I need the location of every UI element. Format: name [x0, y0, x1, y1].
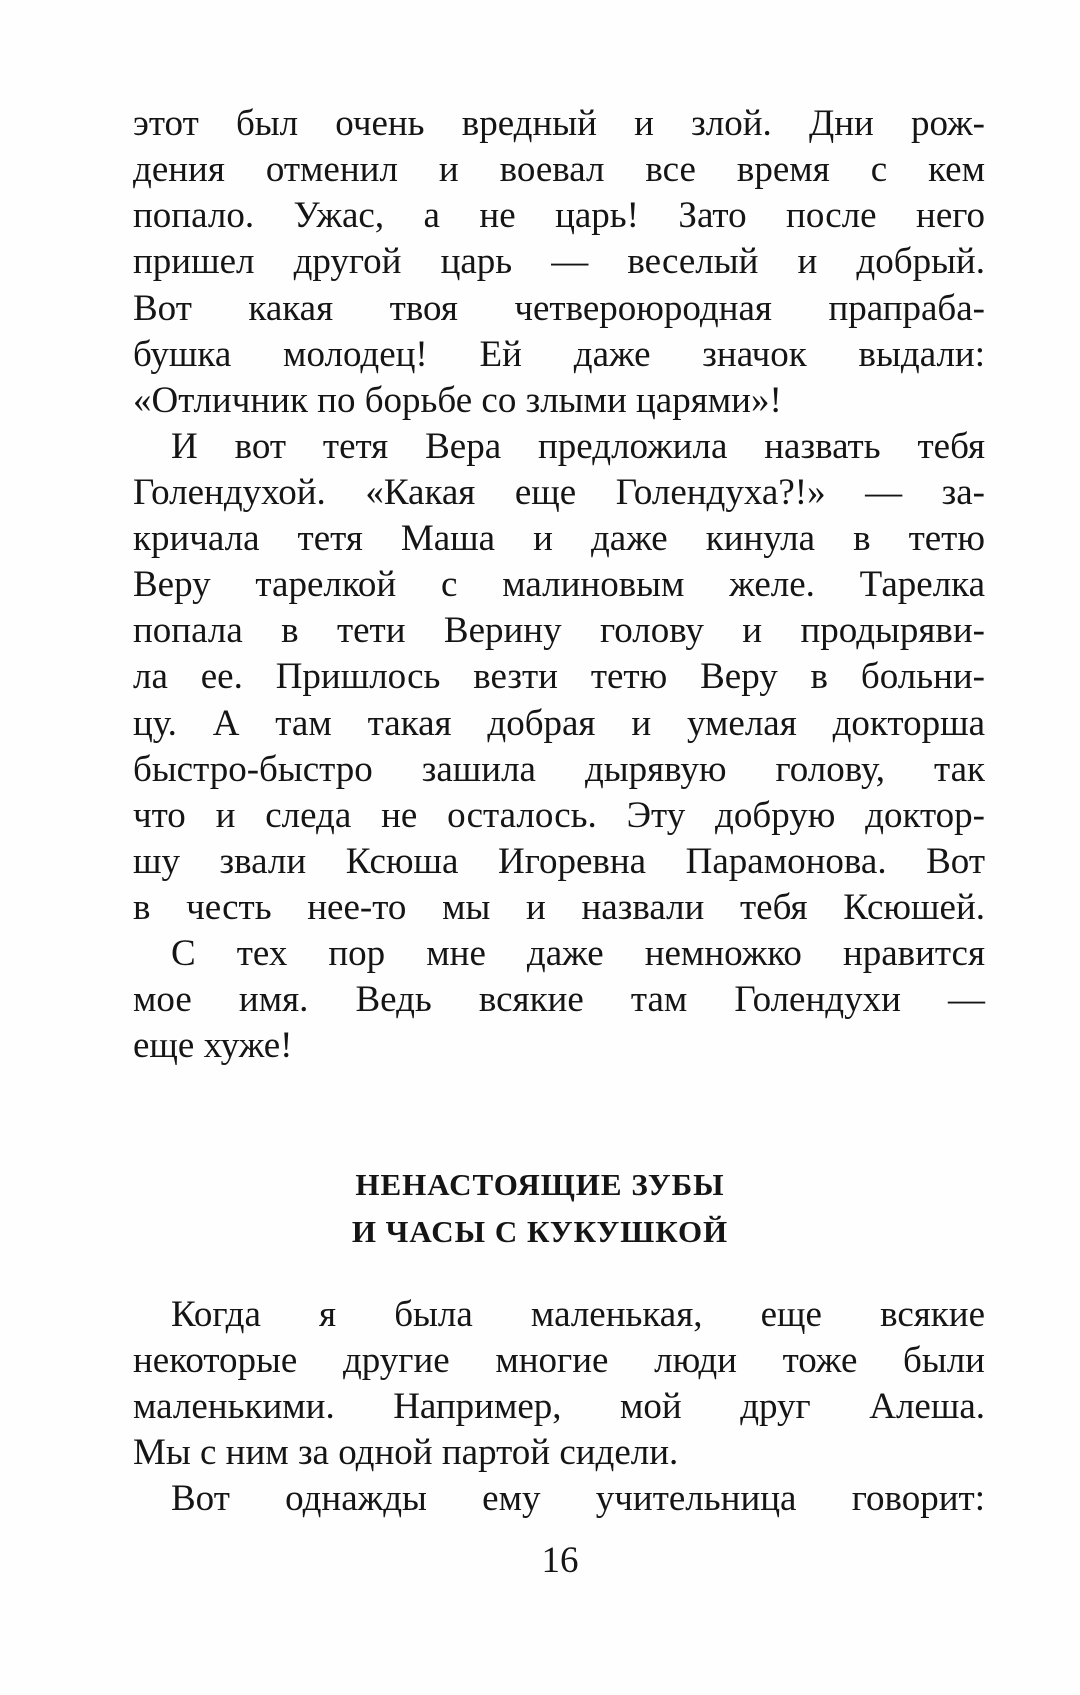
text-line: дения отменил и воевал все время с кем: [133, 149, 985, 190]
chapter-title-line-1: НЕНАСТОЯЩИЕ ЗУБЫ: [355, 1167, 725, 1202]
text-line: С тех пор мне даже немножко нравится: [171, 933, 985, 974]
text-line: Вот какая твоя четвероюродная прапраба-: [133, 288, 985, 329]
text-line: маленькими. Например, мой друг Алеша.: [133, 1386, 985, 1427]
text-line: Когда я была маленькая, еще всякие: [171, 1294, 985, 1335]
text-line: бушка молодец! Ей даже значок выдали:: [133, 334, 985, 375]
text-line: шу звали Ксюша Игоревна Парамонова. Вот: [133, 841, 985, 882]
text-line: цу. А там такая добрая и умелая докторша: [133, 703, 985, 744]
text-line: этот был очень вредный и злой. Дни рож-: [133, 103, 985, 144]
text-line: попала в тети Верину голову и продыряви-: [133, 610, 985, 651]
text-line: пришел другой царь — веселый и добрый.: [133, 241, 985, 282]
text-line: «Отличник по борьбе со злыми царями»!: [133, 380, 782, 421]
text-line: Вот однажды ему учительница говорит:: [171, 1478, 985, 1519]
text-line: попало. Ужас, а не царь! Зато после него: [133, 195, 985, 236]
text-line: Веру тарелкой с малиновым желе. Тарелка: [133, 564, 985, 605]
text-line: мое имя. Ведь всякие там Голендухи —: [133, 979, 985, 1020]
text-line: быстро-быстро зашила дырявую голову, так: [133, 749, 985, 790]
text-line: кричала тетя Маша и даже кинула в тетю: [133, 518, 985, 559]
text-line: некоторые другие многие люди тоже были: [133, 1340, 985, 1381]
text-line: Мы с ним за одной партой сидели.: [133, 1432, 679, 1473]
text-line: Голендухой. «Какая еще Голендуха?!» — за-: [133, 472, 985, 513]
text-line: И вот тетя Вера предложила назвать тебя: [171, 426, 985, 467]
text-line: ла ее. Пришлось везти тетю Веру в больни-: [133, 656, 985, 697]
chapter-title-line-2: И ЧАСЫ С КУКУШКОЙ: [351, 1214, 729, 1249]
text-line: еще хуже!: [133, 1025, 293, 1066]
page-number: 16: [541, 1540, 579, 1581]
text-line: в честь нее-то мы и назвали тебя Ксюшей.: [133, 887, 985, 928]
text-line: что и следа не осталось. Эту добрую доктор-: [133, 795, 985, 836]
